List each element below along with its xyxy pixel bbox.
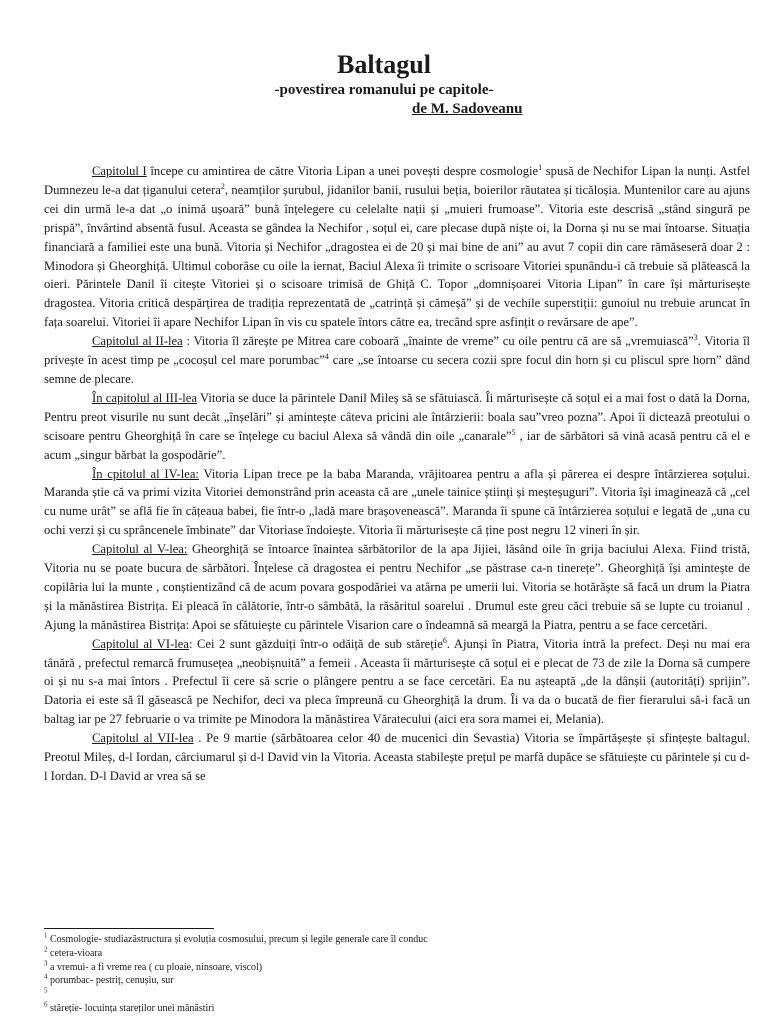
paragraph-text: Vitoria se duce la părintele Danil Mileș să se sfătuiască. Îi mărturisește că soțul ei a mai fost o dată la Dorna, Pentru preot visurile nu sunt decât „înșelări” și amintește câteva pricini ale întârzierii: boala sau”vreo pozna”. Apoi îi dictează preotului o scisoare pentru Gheorghiță în care se înțelege cu baciul Alexa să vândă din oile „canarale”: [44, 390, 751, 443]
paragraph-text: . Pe 9 martie (sărbătoarea celor 40 de mucenici din Sevastia) Vitoria se împărtășește și sfințește baltagul. Preotul Mileș, d-l Iordan, cârciumarul și d-l David vin la Vitoria. Aceasta stabilește prețul pe marfă dupăce se sfătuiește cu părintele și cu d-l Iordan. D-l David ar vrea să se: [44, 731, 750, 783]
chapter-paragraph: [44, 162, 750, 332]
paragraph-text: . Vitoria îl privește în acest timp pe „cocoșul cel mare porumbac”: [44, 334, 750, 368]
footnote-text: cetera-vioara: [47, 947, 103, 959]
paragraph-text: : Cei 2 sunt găzduiți într-o odăiță de sub stăreție: [188, 636, 443, 651]
footnote-ref: 2: [220, 181, 225, 191]
chapter-paragraph: [44, 332, 750, 389]
paragraph-text: Vitoria Lipan trece pe la baba Maranda, vrăjitoarea pentru a afla și părerea ei despre întârzierea soțului. Maranda știe că va primi vizita Vitoriei demonstrând prin aceasta că are „unele tainice științi și meșteșuguri”. Vitoria își imaginează că „cel cu nume urât” se află fie în cățeaua babei, fie într-o „ladă mare brașovenească”. Maranda îi spune că întârzierea soțului e legată de „una cu ochi verzi și cu sprâncenele îmbinate” dar Vitoriase îndoiește. Vitoria îi mărturisește că ține post negru 12 vineri în șir.: [44, 466, 750, 538]
paragraph-text: : Vitoria îl zărește pe Mitrea care coboară „înainte de vreme” cu oile pentru că are să „vremuiască”: [182, 334, 694, 349]
chapter-heading: Capitolul al VI-lea: [92, 636, 189, 651]
footnote-number: 4: [44, 973, 48, 982]
footnote-number: 3: [44, 959, 48, 968]
footnote-number: 1: [44, 931, 48, 940]
body-text: [44, 162, 750, 786]
footnote-number: 2: [44, 945, 48, 954]
chapter-heading: Capitolul al VII-lea: [92, 731, 194, 746]
paragraph-text: Gheorghiță se întoarce înaintea sărbătorilor de la apa Jijiei, lăsând oile în grija baciului Alexa. Fiind tristă, Vitoria nu se poate bucura de sărbători. Înțelese că dragostea ei pentru Nechifor „se păstrase ca-n tinerețe”. Gheorghiță își amintește de copilăria lui la munte , conștientizând că de acum povara gospodăriei va atârna pe umerii lui. Vitoria se hotărăște să facă un drum la Piatra și la mănăstirea Bistrița. Ei pleacă în călătorie, într-o sâmbătă, la răsăritul soarelui . Drumul este greu căci trebuie să se lupte cu troianul . Ajung la mănăstirea Bistrița: Apoi se sfătuiește cu părintele Visarion care o îndeamnă să meargă la Piatra, pentru a se face cercetări.: [44, 542, 751, 632]
footnote-text: porumbac- pestriț, cenușiu, sur: [47, 975, 174, 987]
document-author: de M. Sadoveanu: [412, 101, 523, 117]
footnote-item: [44, 988, 744, 1002]
footnote-ref: 4: [324, 351, 329, 361]
footnote-ref: 1: [538, 162, 543, 172]
paragraph-text: care „se întoarse cu secera cozii spre focul din horn și cu pliscul spre horn” dând semne de plecare.: [44, 353, 750, 386]
footnote-ref: 5: [511, 427, 516, 437]
chapter-heading: Capitolul al V-lea:: [92, 542, 188, 557]
footnote-text: stăreție- locuința stareților unei mănăstiri: [47, 1002, 215, 1014]
chapter-heading: Capitolul al II-lea: [92, 334, 183, 349]
footnote-ref: 6: [442, 635, 447, 645]
chapter-paragraph: [44, 465, 750, 541]
paragraph-text: , neamților șurubul, jidanilor banii, rusului beția, boierilor răutatea și ticăloșia. Muntenilor care au ajuns cei din urmă le-a dat „o inimă ușoară” bună înțelegere cu celelalte nații și „muieri frumoase”. Vitoria este descrisă „stând singură pe prispă”, învârtind absentă fusul. Aceasta se gândea la Nechifor , soțul ei, care plecase după niște oi, la Dorna și nu se mai întoarse. Situația financiară a familiei este una bună. Vitoria și Nechifor „dragostea ei de 20 și mai bine de ani” au avut 7 copii din care rămăseseră doar 2 : Minodora și Gheorghiță. Ultimul coborâse cu oile la iernat, Baciul Alexa îi trimite o scrisoare Vitoriei spunându-i că trebuie să plătească la oieri. Părintele Danil îi citește Vitoriei și o scisoare trimisă de Ghiță C. Topor „domnișoarei Vitoria Lipan” în care își mărturisește dragostea. Vitoria critică despărțirea de tradiția reprezentată de „catrință și cămeșă” și de vechile superstiții: gunoiul nu trebuie aruncat în fața soarelui. Vitoriei îi apare Nechifor Lipan în vis cu spatele întors către ea, trecând spre asfințit o revărsare de ape”.: [44, 182, 751, 330]
footnote-item: [44, 974, 744, 988]
footnote-ref: 3: [693, 332, 698, 342]
chapter-heading: Capitolul I: [92, 164, 147, 178]
footnote-divider: [44, 928, 214, 929]
chapter-paragraph: [44, 729, 750, 786]
footnote-number: 5: [44, 986, 48, 995]
paragraph-text: începe cu amintirea de către Vitoria Lipan a unei povești despre cosmologie: [146, 164, 539, 178]
chapter-paragraph: [44, 540, 750, 635]
footnotes-list: [44, 933, 744, 1016]
chapter-heading: În capitolul al III-lea: [92, 390, 197, 405]
chapter-paragraph: [44, 389, 750, 465]
chapter-heading: În cpitolul al IV-lea:: [92, 466, 199, 481]
footnote-text: a vremui- a fi vreme rea ( cu ploaie, ninsoare, viscol): [47, 961, 263, 973]
footnote-item: [44, 1002, 744, 1016]
paragraph-text: , iar de sărbători să vină acasă pentru că el e acum „singur bărbat la gospodărie”.: [44, 428, 750, 462]
footnote-number: 6: [44, 1000, 48, 1009]
chapter-paragraph: [44, 635, 750, 730]
footnote-text: Cosmologie- studiazăstructura și evoluția cosmosului, precum și legile generale care îl conduc: [47, 934, 428, 945]
paragraph-text: spusă de Nechifor Lipan la nunți. Astfel Dumnezeu le-a dat țiganului cetera: [44, 164, 751, 197]
footnote-item: [44, 933, 744, 947]
document-subtitle: -povestirea romanului pe capitole-: [274, 82, 494, 98]
document-title: Baltagul: [337, 50, 431, 79]
paragraph-text: . Ajunși în Piatra, Vitoria intră la prefect. Deși nu mai era tânără , prefectul remarcă frumusețea „neobișnuită” a femeii . Aceasta îi mărturisește că soțul ei e plecat de 73 de zile la Dorna să cumpere oi și nu s-a mai întors . Prefectul îi cere să scrie o plângere pentru a se face cercetări. Ea nu așteaptă „de la dânșii (autorități) sprijin”. Datoria ei este să îl găsească pe Nechifor, deci va pleca împreună cu Gheorghiță la drum. Îi va da o bucată de fier fierarului să-i facă un baltag iar pe 27 februarie o va trimite pe Minodora la mănăstirea Văratecului (aici era sora mamei ei, Melania).: [44, 636, 751, 727]
footnote-item: [44, 947, 744, 961]
footnote-item: [44, 961, 744, 975]
